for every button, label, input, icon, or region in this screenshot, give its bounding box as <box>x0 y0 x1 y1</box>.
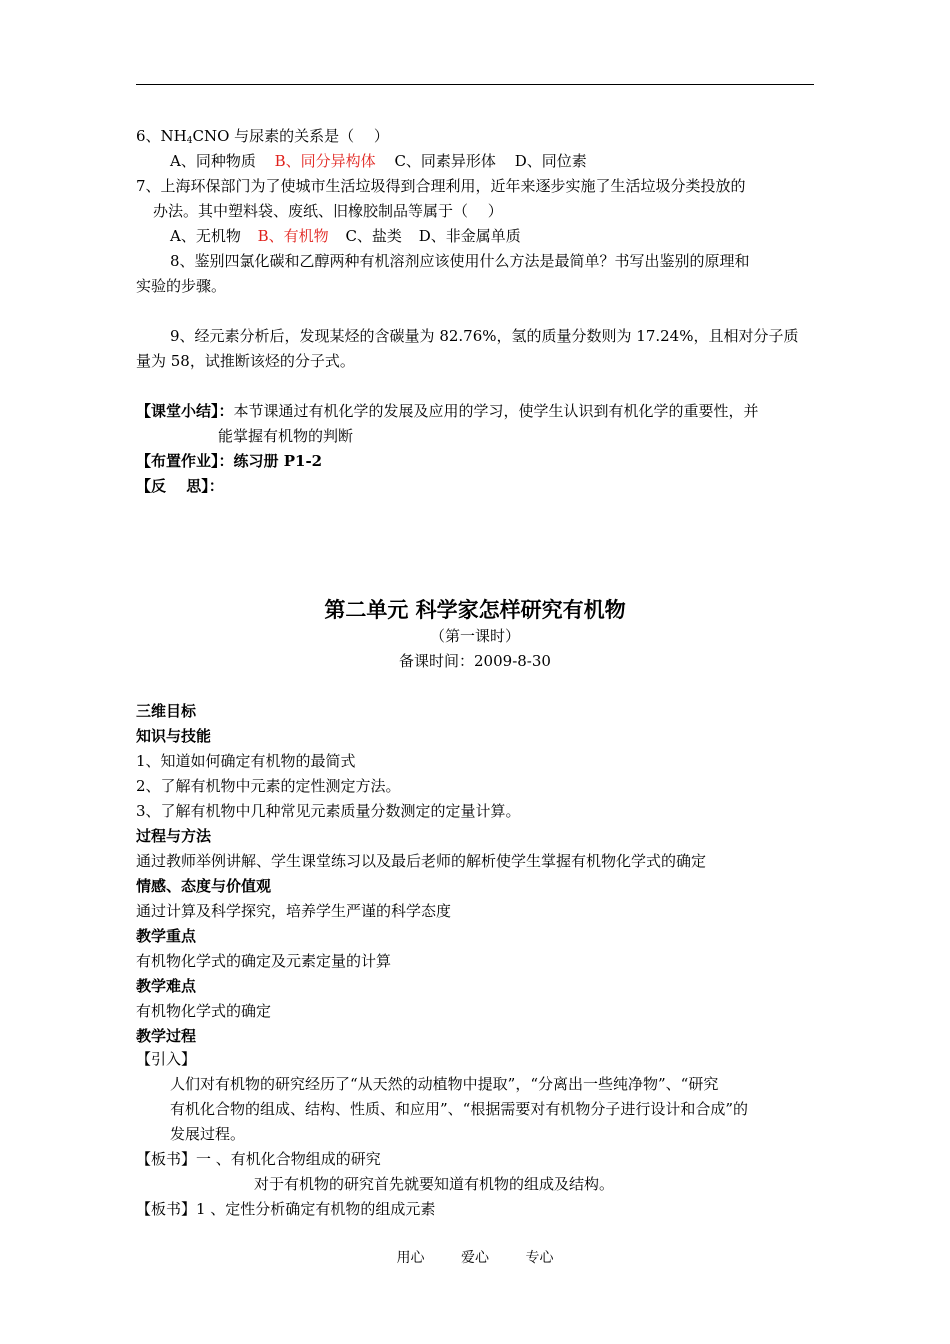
objectives-heading: 三维目标 <box>136 702 197 720</box>
q7-option-a: A、无机物 <box>170 227 241 245</box>
q8-line-1: 8、鉴别四氯化碳和乙醇两种有机溶剂应该使用什么方法是最简单？书写出鉴别的原理和 <box>170 252 750 270</box>
q6-option-b: B、同分异构体 <box>274 152 376 170</box>
q9-line-1: 9、经元素分析后，发现某烃的含碳量为 82.76%，氢的质量分数则为 17.24%，且相对分子质 <box>170 327 799 345</box>
q7-line-2: 办法。其中塑料袋、废纸、旧橡胶制品等属于（ ） <box>153 202 503 220</box>
q8-line-2: 实验的步骤。 <box>136 277 227 295</box>
board-note-1: 【板书】一 、有机化合物组成的研究 <box>136 1150 381 1168</box>
difficulty-heading: 教学难点 <box>136 977 197 995</box>
process-method-text: 通过教师举例讲解、学生课堂练习以及最后老师的解析使学生掌握有机物化学式的确定 <box>136 852 707 870</box>
homework <box>136 451 322 471</box>
q7-option-d: D、非金属单质 <box>418 227 521 245</box>
reflection-label: 【反 思】： <box>136 477 224 495</box>
lesson-number: （第一课时） <box>429 627 520 645</box>
intro-line: 人们对有机物的研究经历了“从天然的动植物中提取”，“分离出一些纯净物”、“研究 <box>170 1075 719 1093</box>
summary-text-1: 本节课通过有机化学的发展及应用的学习，使学生认识到有机化学的重要性，并 <box>233 402 759 420</box>
q7-option-c: C、盐类 <box>345 227 402 245</box>
q6-option-a: A、同种物质 <box>170 152 256 170</box>
emotion-text: 通过计算及科学探究，培养学生严谨的科学态度 <box>136 902 452 920</box>
key-point-heading: 教学重点 <box>136 927 197 945</box>
class-summary <box>136 401 759 421</box>
knowledge-item: 2、了解有机物中元素的定性测定方法。 <box>136 777 401 795</box>
knowledge-item: 1、知道如何确定有机物的最简式 <box>136 752 356 770</box>
header-rule <box>136 84 814 85</box>
page-footer: 用心 爱心 专心 <box>396 1250 554 1266</box>
q6-options <box>170 151 587 171</box>
q7-options <box>170 226 521 246</box>
q6-prefix: 6、NH <box>136 127 187 145</box>
intro-line: 发展过程。 <box>170 1125 246 1143</box>
q6-option-c: C、同素异形体 <box>394 152 496 170</box>
process-method-heading: 过程与方法 <box>136 827 212 845</box>
q6-suffix: CNO 与尿素的关系是（ ） <box>192 127 389 145</box>
difficulty-text: 有机物化学式的确定 <box>136 1002 272 1020</box>
q9-line-2: 量为 58，试推断该烃的分子式。 <box>136 352 355 370</box>
homework-text: 练习册 P1-2 <box>233 452 323 470</box>
board-note-2: 【板书】1 、定性分析确定有机物的组成元素 <box>136 1200 436 1218</box>
teaching-process-heading: 教学过程 <box>136 1027 197 1045</box>
q6-option-d: D、同位素 <box>514 152 587 170</box>
q7-option-b: B、有机物 <box>257 227 329 245</box>
knowledge-heading: 知识与技能 <box>136 727 212 745</box>
summary-text-2: 能掌握有机物的判断 <box>218 427 354 445</box>
key-point-text: 有机物化学式的确定及元素定量的计算 <box>136 952 392 970</box>
q6-subscript: 4 <box>186 136 193 146</box>
board-note-1-detail: 对于有机物的研究首先就要知道有机物的组成及结构。 <box>254 1175 615 1193</box>
summary-label: 【课堂小结】： <box>136 402 234 420</box>
emotion-heading: 情感、态度与价值观 <box>136 877 272 895</box>
homework-label: 【布置作业】： <box>136 452 234 470</box>
q7-line-1: 7、上海环保部门为了使城市生活垃圾得到合理利用，近年来逐步实施了生活垃圾分类投放的 <box>136 177 746 195</box>
intro-line: 有机化合物的组成、结构、性质、和应用”、“根据需要对有机物分子进行设计和合成”的 <box>170 1100 749 1118</box>
knowledge-item: 3、了解有机物中几种常见元素质量分数测定的定量计算。 <box>136 802 521 820</box>
unit-title: 第二单元 科学家怎样研究有机物 <box>324 598 626 622</box>
intro-label: 【引入】 <box>136 1050 197 1068</box>
prep-date: 备课时间：2009-8-30 <box>399 652 551 670</box>
question-6 <box>136 126 389 151</box>
